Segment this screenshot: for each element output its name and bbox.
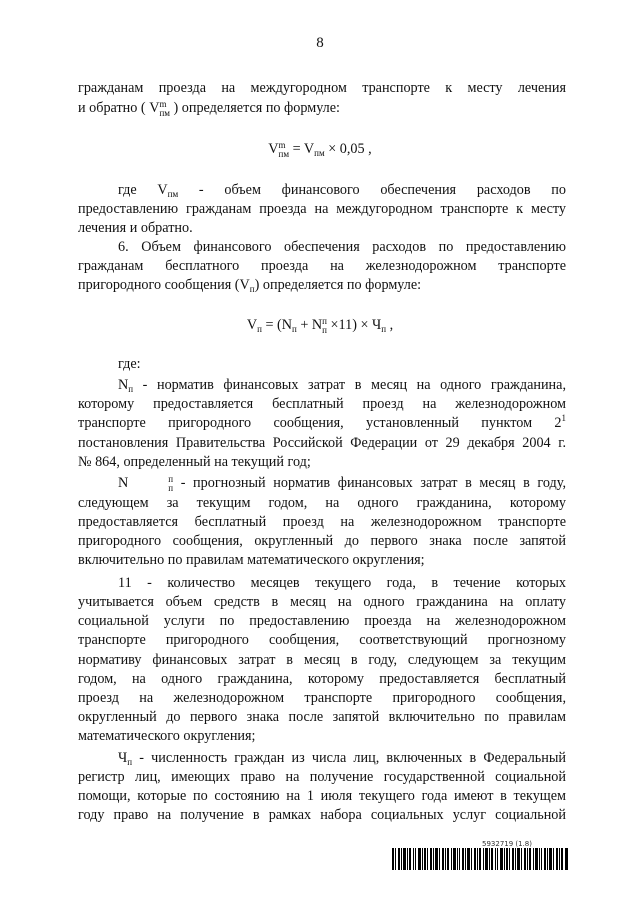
text-line: предоставляется бесплатный проезд на железнодорожном транспорте [78, 514, 566, 530]
text-line: следующем за текущим годом, на одного гражданина, которому [78, 495, 566, 511]
text-line: году право на получение в рамках набора социальных услуг социальной [78, 807, 566, 823]
text-line: пригородного сообщения, округленный до первого знака после запятой [78, 533, 566, 549]
text-line: нормативу финансовых затрат в месяц в году, следующем за текущим [78, 652, 566, 668]
barcode-image [392, 848, 568, 870]
text-line: которому предоставляется бесплатный проезд на железнодорожном [78, 396, 566, 412]
text-line: транспорте пригородного сообщения, соответствующий прогнозному [78, 632, 566, 648]
text-line: $Ч_п$ - численность граждан из числа лиц, включенных в Федеральный [118, 750, 566, 767]
text-line: гражданам проезда на междугородном транспорте к месту лечения [78, 80, 566, 96]
text-line: N п п - прогнозный норматив финансовых затрат в месяц в году, [118, 474, 566, 493]
text-line: № 864, определенный на текущий год; [78, 454, 311, 470]
text-line: постановления Правительства Российской Федерации от 29 декабря 2004 г. [78, 435, 566, 451]
text-line: пригородного сообщения $(V_п)$ определяется по формуле: [78, 277, 422, 294]
text-line: математического округления; [78, 728, 256, 744]
text-line: годом, на одного гражданина, которому предоставляется бесплатный [78, 671, 566, 687]
barcode-label: 5932719 (1.8) [482, 840, 532, 848]
text-line: гражданам бесплатного проезда на железнодорожном транспорте [78, 258, 566, 274]
text-line: округленный до первого знака после запятой включительно по правилам [78, 709, 566, 725]
text-line: регистр лиц, имеющих право на получение государственной социальной [78, 769, 566, 785]
text-line: предоставлению гражданам проезда на междугородном транспорте к месту [78, 201, 566, 217]
text-line: 6. Объем финансового обеспечения расходов по предоставлению [118, 239, 566, 255]
formula-2: $V_п = (N_п + N$ п п $\times 11) \times Ч_п$ , [246, 316, 394, 335]
text-line: учитывается объем средств в месяц на одного гражданина на оплату [78, 594, 566, 610]
text-line: где $V_{пм}$ - объем финансового обеспечения расходов по [118, 182, 566, 199]
text-line: $N_п$ - норматив финансовых затрат в месяц на одного гражданина, [118, 377, 566, 394]
text-line: где: [118, 356, 141, 372]
text-line: включительно по правилам математического округления; [78, 552, 425, 568]
text-line: социальной услуги по предоставлению проезда на железнодорожном [78, 613, 566, 629]
text-line: 11 - количество месяцев текущего года, в течение которых [118, 575, 566, 591]
text-line: помощи, которые по состоянию на 1 июля текущего года имеют в текущем [78, 788, 566, 804]
page-number: 8 [316, 35, 324, 51]
formula-1: V m пм = $V_{пм} \times 0,05$ , [268, 140, 372, 159]
text-line: и обратно ( V m пм ) определяется по формуле: [78, 99, 340, 118]
text-line: транспорте пригородного сообщения, установленный пунктом $2^1$ [78, 413, 566, 431]
text-line: лечения и обратно. [78, 220, 193, 236]
text-line: проезд на железнодорожном транспорте пригородного сообщения, [78, 690, 566, 706]
